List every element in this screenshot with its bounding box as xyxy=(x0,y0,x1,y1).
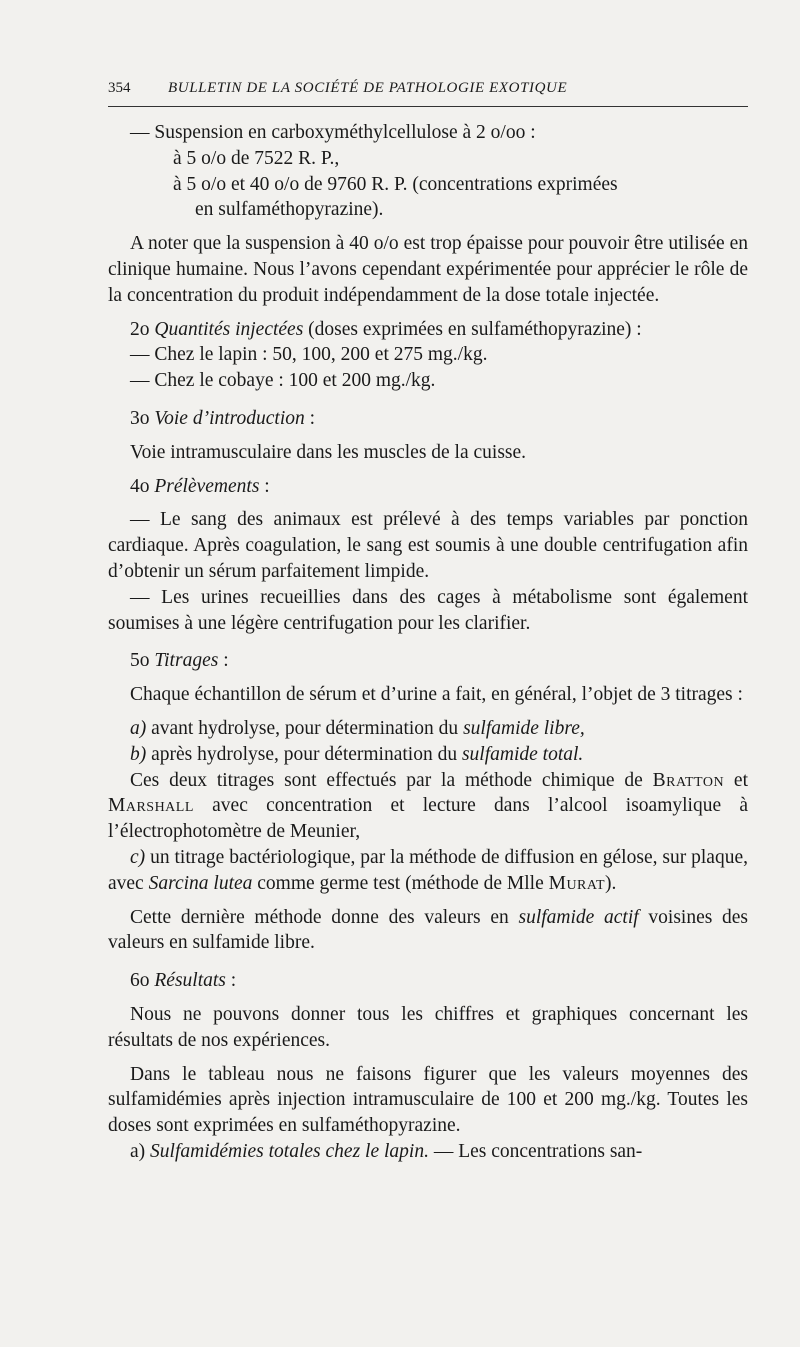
item-marker: a) xyxy=(130,717,147,739)
paragraph: — Les urines recueillies dans des cages à métabolisme sont également soumises à une légère centrifugation pour les clarifier. xyxy=(108,586,748,634)
page-number: 354 xyxy=(108,80,131,96)
section-title: Quantités injectées xyxy=(154,318,304,340)
list-line xyxy=(108,716,748,742)
section-number: 5o xyxy=(130,650,150,672)
paragraph: Voie intramusculaire dans les muscles de la cuisse. xyxy=(130,441,527,463)
author-name: Marshall xyxy=(108,795,194,817)
para-text: un titrage bactériologique, par la méthode de diffusion en gélose, sur plaque, avec xyxy=(108,846,748,894)
item-emphasis: sulfamide libre, xyxy=(463,717,585,739)
author-name: Bratton xyxy=(652,769,725,791)
paragraph: A noter que la suspension à 40 o/o est trop épaisse pour pouvoir être utilisée en clinique humaine. Nous l’avons cependant expérimentée pour apprécier le rôle de la concentration du produit indépendamment de la dose totale injectée. xyxy=(108,233,748,306)
paragraph xyxy=(108,1139,748,1165)
paragraph xyxy=(108,845,748,897)
page-header xyxy=(108,80,748,97)
item-marker: c) xyxy=(130,846,146,868)
section-colon: : xyxy=(230,970,237,992)
section-title: Prélèvements xyxy=(154,475,260,497)
item-emphasis: sulfamide total. xyxy=(461,743,584,765)
section-number: 3o xyxy=(130,407,150,429)
para-text: avec concentration et lecture dans l’alcool isoamylique à l’électrophotomètre de Meunier, xyxy=(108,795,748,843)
section-colon: : xyxy=(264,475,270,497)
section-title: Voie d’introduction xyxy=(154,407,305,429)
paragraph: — Le sang des animaux est prélevé à des temps variables par ponction cardiaque. Après coagulation, le sang est soumis à une double centrifugation afin d’obtenir un sérum parfaitement limpide. xyxy=(108,509,748,582)
item-text: après hydrolyse, pour détermination du xyxy=(151,743,458,765)
para-text: comme germe test (méthode de Mlle xyxy=(257,872,544,894)
author-name: Murat xyxy=(548,872,606,894)
para-text: ). xyxy=(605,872,617,894)
section-colon: : xyxy=(223,650,229,672)
running-title: BULLETIN DE LA SOCIÉTÉ DE PATHOLOGIE EXOTIQUE xyxy=(168,80,568,96)
section-heading xyxy=(108,474,748,500)
paragraph: Nous ne pouvons donner tous les chiffres et graphiques concernant les résultats de nos expériences. xyxy=(108,1003,748,1051)
paragraph: Dans le tableau nous ne faisons figurer que les valeurs moyennes des sulfamidémies après injection intramusculaire de 100 et 200 mg./kg. Toutes les doses sont exprimées en sulfaméthopyrazine. xyxy=(108,1063,748,1137)
section-heading xyxy=(108,317,748,343)
section-number: 2o xyxy=(130,318,150,340)
list-line: — Suspension en carboxyméthylcellulose à 2 o/oo : xyxy=(130,122,536,143)
list-line: à 5 o/o et 40 o/o de 9760 R. P. (concentrations exprimées xyxy=(173,173,618,195)
section-title: Titrages xyxy=(154,650,219,672)
para-emphasis: Sulfamidémies totales chez le lapin. xyxy=(150,1140,429,1162)
section-heading xyxy=(108,968,748,994)
section-number: 6o xyxy=(130,970,150,992)
section-heading xyxy=(108,406,748,432)
section-heading xyxy=(108,648,748,674)
header-rule xyxy=(108,106,748,107)
body-text xyxy=(108,120,748,1165)
para-text: voisines des valeurs en sulfamide libre. xyxy=(108,906,749,954)
list-line: — Chez le lapin : 50, 100, 200 et 275 mg./kg. xyxy=(130,344,488,366)
species-name: Sarcina lutea xyxy=(148,872,253,894)
item-marker: a) xyxy=(130,1140,146,1162)
list-line: à 5 o/o de 7522 R. P., xyxy=(173,147,340,169)
paragraph xyxy=(108,905,748,957)
para-text: et xyxy=(733,769,748,791)
list-line xyxy=(108,742,748,768)
section-title: Résultats xyxy=(154,970,226,992)
section-heading-rest: (doses exprimées en sulfaméthopyrazine) : xyxy=(308,318,642,340)
paragraph: Chaque échantillon de sérum et d’urine a fait, en général, l’objet de 3 titrages : xyxy=(130,684,743,706)
section-colon: : xyxy=(309,407,316,429)
section-number: 4o xyxy=(130,475,150,497)
para-emphasis: sulfamide actif xyxy=(518,906,639,928)
paragraph xyxy=(108,768,748,845)
list-line: en sulfaméthopyrazine). xyxy=(195,199,384,221)
item-marker: b) xyxy=(130,743,147,765)
item-text: avant hydrolyse, pour détermination du xyxy=(151,717,459,739)
para-text: — Les concentrations san- xyxy=(433,1140,643,1162)
list-line: — Chez le cobaye : 100 et 200 mg./kg. xyxy=(130,370,436,392)
para-text: Ces deux titrages sont effectués par la méthode chimique de xyxy=(130,769,643,791)
para-text: Cette dernière méthode donne des valeurs en xyxy=(130,906,509,928)
